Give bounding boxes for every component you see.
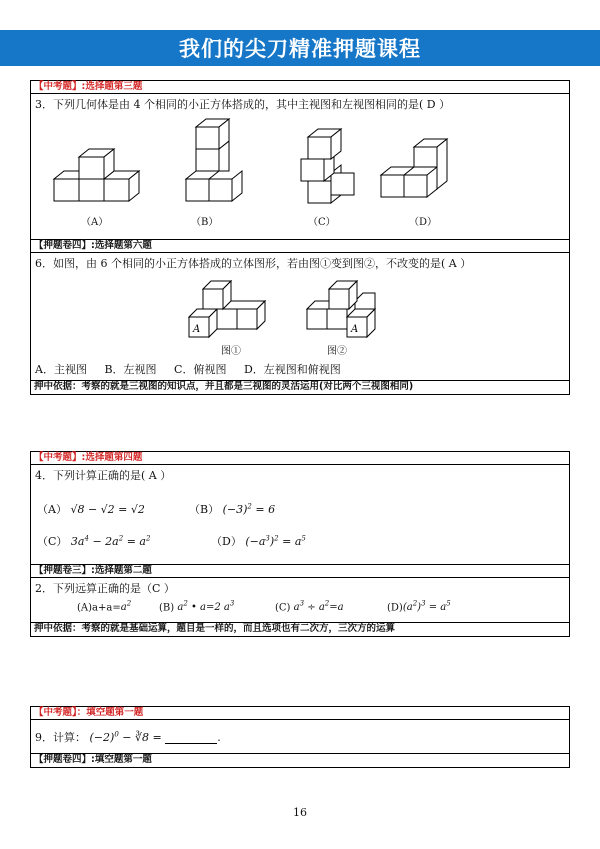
- exam-tag: 【中考题】: [34, 707, 77, 718]
- figure-b-solid: [181, 113, 261, 219]
- figure-1-solid: [181, 275, 281, 345]
- figure-b-label: （B）: [191, 217, 219, 228]
- q4-option-d: （D） $(-a^3)^2 = a^5$: [211, 534, 306, 548]
- figure-d-label: （D）: [409, 217, 438, 228]
- block1-header-1: [31, 81, 569, 94]
- option-a: A．主视图: [35, 363, 87, 376]
- q4-d-label: （D）: [211, 535, 242, 548]
- cube-letter-2: A: [351, 324, 359, 335]
- question-4: [31, 465, 569, 565]
- q2-b-label: (B): [159, 602, 175, 614]
- exam-tag-detail: :选择题第三题: [81, 81, 143, 92]
- question-9: [31, 720, 569, 754]
- exam-tag: 【中考题】: [34, 81, 82, 92]
- question-6: [31, 253, 569, 381]
- basis-text: 押中依据：考察的就是三视图的知识点，并且都是三视图的灵活运用(对比两个三视图相同): [34, 381, 414, 392]
- question-6-options: [35, 361, 341, 377]
- mock-tag-detail: :选择题第六题: [91, 240, 152, 251]
- question-block-2: [30, 451, 570, 637]
- q2-option-a: $(A)a+a=a^2$: [77, 600, 132, 614]
- question-3-text: 3．下列几何体是由 4 个相同的小正方体搭成的，其中主视图和左视图相同的是( D ）: [35, 98, 451, 111]
- q2-option-c: (C) $a^3 \div a^2=a$: [275, 600, 344, 614]
- figure-2-solid: [299, 275, 399, 345]
- figure-c-solid: [293, 115, 373, 219]
- block2-header-1: [31, 452, 569, 465]
- mock-tag: 【押题卷四】: [34, 240, 92, 251]
- mock-tag: 【押题卷四】: [34, 754, 92, 765]
- q4-option-c: （C） $3a^4 - 2a^2 = a^2$: [37, 534, 151, 548]
- question-9-text: 9．计算： $(-2)^0$ − ∛8 = .: [35, 730, 221, 744]
- title-banner: [0, 30, 600, 66]
- mock-tag-detail: :选择题第二题: [91, 565, 152, 576]
- q4-b-label: （B）: [189, 503, 220, 516]
- block2-basis: [31, 623, 569, 636]
- question-2: [31, 578, 569, 623]
- option-b: B．左视图: [104, 363, 157, 376]
- block3-header-1: [31, 707, 569, 720]
- answer-blank[interactable]: [165, 733, 217, 744]
- exam-tag: 【中考题】: [34, 452, 82, 463]
- q4-option-b: （B） $(-3)^2 = 6$: [189, 502, 276, 516]
- q4-c-label: （C）: [37, 535, 68, 548]
- q2-c-label: (C): [275, 602, 291, 614]
- question-2-text: 2．下列远算正确的是（C ）: [35, 582, 175, 595]
- exam-tag-detail: :选择题第四题: [81, 452, 143, 463]
- banner-title: 我们的尖刀精准押题课程: [179, 37, 421, 61]
- question-3-figures: [31, 115, 569, 228]
- q2-a-label: (A)a+a=: [77, 602, 121, 614]
- basis-text: 押中依据：考察的就是基础运算，题目是一样的，而且选项也有二次方，三次方的运算: [34, 623, 396, 634]
- block3-header-2: [31, 754, 569, 767]
- page-number: 16: [293, 806, 307, 819]
- q2-d-label: (D): [387, 602, 403, 614]
- block2-header-2: [31, 565, 569, 578]
- figure-1-label: 图①: [221, 346, 241, 357]
- q9-prefix: 9．计算：: [35, 731, 86, 744]
- question-6-text: 6．如图，由 6 个相同的小正方体搭成的立体图形，若由图①变到图②，不改变的是( A ）: [35, 257, 472, 270]
- question-4-text: 4．下列计算正确的是( A ）: [35, 469, 172, 482]
- figure-2-label: 图②: [327, 346, 347, 357]
- block1-basis: [31, 381, 569, 394]
- figure-c-label: （C）: [308, 217, 336, 228]
- exam-tag-detail: ：填空题第一题: [76, 707, 144, 718]
- figure-a-label: （A）: [81, 217, 109, 228]
- q4-a-label: （A）: [37, 503, 67, 516]
- option-c: C．俯视图: [174, 363, 227, 376]
- q2-option-d: $(D)(a^2)^3 = a^5$: [387, 600, 451, 614]
- q2-option-b: (B) $a^2$ • a=2 $a^3$: [159, 600, 235, 614]
- question-block-3: [30, 706, 570, 768]
- question-block-1: [30, 80, 570, 395]
- figure-a-solid: [49, 129, 149, 219]
- figure-d-solid: [376, 119, 466, 219]
- block1-header-2: [31, 240, 569, 253]
- question-3: [31, 94, 569, 240]
- option-d: D．左视图和俯视图: [243, 363, 341, 376]
- mock-tag: 【押题卷三】: [34, 565, 92, 576]
- q4-option-a: （A） √8 − √2 = √2: [37, 503, 145, 516]
- cube-letter-1: A: [193, 324, 201, 335]
- mock-tag-detail: :填空题第一题: [91, 754, 152, 765]
